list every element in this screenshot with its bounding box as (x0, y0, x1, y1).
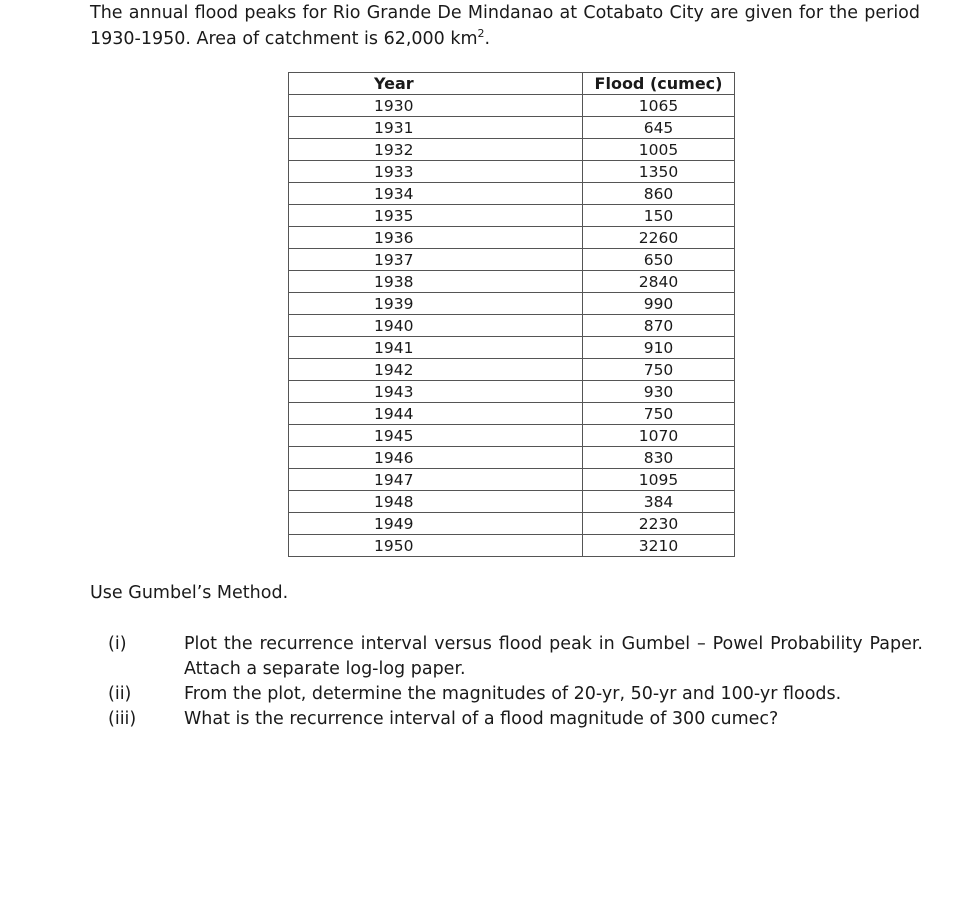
year-cell: 1935 (289, 205, 583, 227)
year-cell: 1946 (289, 447, 583, 469)
table-row (289, 425, 735, 447)
flood-cell: 750 (583, 359, 735, 381)
year-cell: 1938 (289, 271, 583, 293)
table-row (289, 381, 735, 403)
task-number: (ii) (108, 684, 132, 704)
flood-cell: 2260 (583, 227, 735, 249)
table-row (289, 491, 735, 513)
flood-cell: 1065 (583, 95, 735, 117)
table-row (289, 315, 735, 337)
table-header-row (289, 73, 735, 95)
table-row (289, 271, 735, 293)
table-row (289, 403, 735, 425)
table-row (289, 337, 735, 359)
method-instruction: Use Gumbel’s Method. (90, 583, 289, 603)
year-cell: 1937 (289, 249, 583, 271)
year-cell: 1949 (289, 513, 583, 535)
task-item (108, 707, 923, 732)
task-item (108, 682, 923, 707)
flood-data-table (288, 72, 735, 557)
table-row (289, 227, 735, 249)
flood-cell: 1070 (583, 425, 735, 447)
problem-statement (90, 0, 920, 52)
flood-cell: 860 (583, 183, 735, 205)
year-cell: 1944 (289, 403, 583, 425)
flood-cell: 3210 (583, 535, 735, 557)
year-column-header: Year (289, 73, 583, 95)
table-row (289, 183, 735, 205)
task-item (108, 632, 923, 682)
task-number: (iii) (108, 709, 137, 729)
flood-cell: 2840 (583, 271, 735, 293)
year-cell: 1945 (289, 425, 583, 447)
table-row (289, 293, 735, 315)
table-row (289, 359, 735, 381)
flood-cell: 910 (583, 337, 735, 359)
flood-cell: 645 (583, 117, 735, 139)
flood-cell: 1005 (583, 139, 735, 161)
table-row (289, 513, 735, 535)
task-text: Plot the recurrence interval versus flood peak in Gumbel – Powel Probability Paper. Attach a separate log-log paper. (184, 634, 923, 679)
flood-cell: 1350 (583, 161, 735, 183)
flood-cell: 1095 (583, 469, 735, 491)
year-cell: 1932 (289, 139, 583, 161)
table-row (289, 249, 735, 271)
flood-cell: 830 (583, 447, 735, 469)
flood-cell: 990 (583, 293, 735, 315)
flood-cell: 650 (583, 249, 735, 271)
flood-column-header: Flood (cumec) (583, 73, 735, 95)
year-cell: 1934 (289, 183, 583, 205)
area-unit-superscript: 2 (477, 27, 485, 41)
table-row (289, 469, 735, 491)
flood-cell: 384 (583, 491, 735, 513)
table-row (289, 535, 735, 557)
task-text: What is the recurrence interval of a flood magnitude of 300 cumec? (184, 709, 779, 729)
year-cell: 1930 (289, 95, 583, 117)
flood-cell: 750 (583, 403, 735, 425)
flood-cell: 870 (583, 315, 735, 337)
task-text: From the plot, determine the magnitudes of 20-yr, 50-yr and 100-yr floods. (184, 684, 842, 704)
problem-statement-text: The annual flood peaks for Rio Grande De Mindanao at Cotabato City are given for the period 1930-1950. Area of catchment is 62,000 km (90, 3, 920, 49)
year-cell: 1941 (289, 337, 583, 359)
table-row (289, 205, 735, 227)
flood-cell: 930 (583, 381, 735, 403)
table-row (289, 117, 735, 139)
year-cell: 1948 (289, 491, 583, 513)
year-cell: 1942 (289, 359, 583, 381)
problem-statement-end: . (484, 29, 491, 49)
year-cell: 1940 (289, 315, 583, 337)
table-row (289, 139, 735, 161)
table-row (289, 161, 735, 183)
year-cell: 1947 (289, 469, 583, 491)
flood-cell: 2230 (583, 513, 735, 535)
flood-cell: 150 (583, 205, 735, 227)
table-row (289, 447, 735, 469)
year-cell: 1936 (289, 227, 583, 249)
task-number: (i) (108, 634, 127, 654)
year-cell: 1950 (289, 535, 583, 557)
table-row (289, 95, 735, 117)
year-cell: 1943 (289, 381, 583, 403)
task-list (108, 632, 923, 732)
year-cell: 1939 (289, 293, 583, 315)
year-cell: 1931 (289, 117, 583, 139)
year-cell: 1933 (289, 161, 583, 183)
table-body (289, 95, 735, 557)
